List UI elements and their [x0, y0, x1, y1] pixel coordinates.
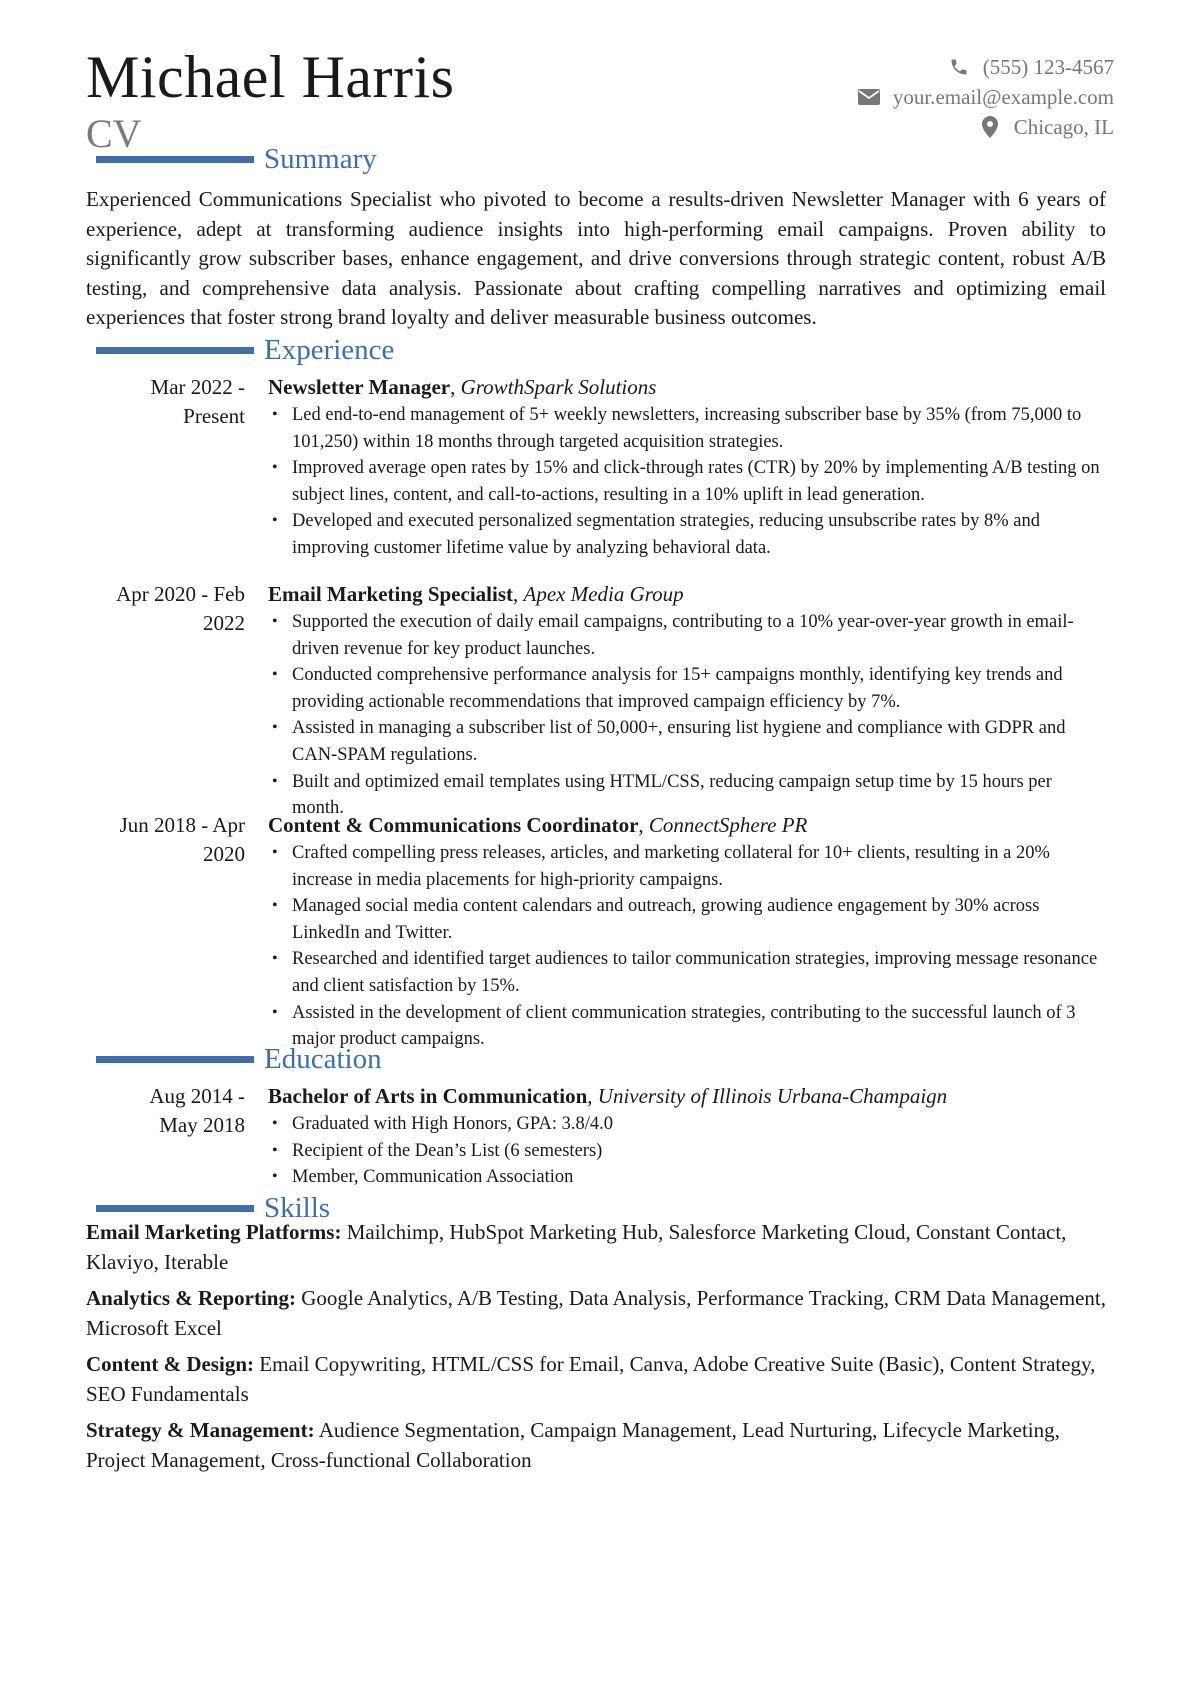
- date-start: Mar 2022 -: [150, 375, 245, 399]
- achievement-list: [268, 609, 1108, 822]
- date-end: 2022: [203, 611, 245, 635]
- entry-date: [85, 580, 245, 638]
- entry-heading: Content & Communications Coordinator, ConnectSphere PR: [268, 813, 808, 837]
- envelope-icon: [857, 89, 881, 105]
- date-start: Apr 2020 - Feb: [116, 582, 245, 606]
- list-item: • Recipient of the Dean’s List (6 semesters): [268, 1138, 1108, 1165]
- entry-body: [268, 1082, 1108, 1191]
- date-end: Present: [183, 404, 245, 428]
- document-subtitle: CV: [86, 111, 142, 156]
- list-item: • Developed and executed personalized segmentation strategies, reducing unsubscribe rates by 8% and improving customer lifetime value by analyzing behavioral data.: [268, 508, 1108, 561]
- list-item: • Supported the execution of daily email campaigns, contributing to a 10% year-over-year growth in email-driven revenue for key product launches.: [268, 609, 1108, 662]
- skill-group-items: Audience Segmentation, Campaign Management, Lead Nurturing, Lifecycle Marketing, Project Management, Cross-functional Collaboration: [86, 1418, 1060, 1472]
- entry-date: [85, 1082, 245, 1140]
- skill-group-label: Analytics & Reporting:: [86, 1286, 296, 1310]
- section-accent-bar: [96, 347, 254, 354]
- email-text[interactable]: your.email@example.com: [892, 84, 1114, 109]
- skill-group: [86, 1416, 1116, 1475]
- date-start: Jun 2018 - Apr: [119, 813, 245, 837]
- section-title: Skills: [264, 1192, 331, 1224]
- map-pin-icon: [978, 116, 1002, 138]
- contact-email: [857, 82, 1114, 112]
- phone-icon: [947, 57, 971, 77]
- skill-group-items: Email Copywriting, HTML/CSS for Email, Canva, Adobe Creative Suite (Basic), Content Strategy, SEO Fundamentals: [86, 1352, 1096, 1406]
- skill-group-label: Email Marketing Platforms:: [86, 1220, 342, 1244]
- section-accent-bar: [96, 1205, 254, 1212]
- list-item: • Managed social media content calendars and outreach, growing audience engagement by 30% across LinkedIn and Twitter.: [268, 893, 1108, 946]
- section-accent-bar: [96, 1056, 254, 1063]
- date-end: 2020: [203, 842, 245, 866]
- skill-group-label: Content & Design:: [86, 1352, 254, 1376]
- skill-group-label: Strategy & Management:: [86, 1418, 315, 1442]
- degree: Bachelor of Arts in Communication: [268, 1084, 588, 1108]
- entry-body: [268, 373, 1108, 562]
- achievement-list: [268, 402, 1108, 562]
- list-item: • Researched and identified target audiences to tailor communication strategies, improving message resonance and client satisfaction by 15%.: [268, 946, 1108, 999]
- entry-heading: Bachelor of Arts in Communication, University of Illinois Urbana-Champaign: [268, 1084, 948, 1108]
- section-title: Education: [264, 1043, 382, 1075]
- list-item: • Built and optimized email templates using HTML/CSS, reducing campaign setup time by 15 hours per month.: [268, 769, 1108, 822]
- list-item: • Graduated with High Honors, GPA: 3.8/4.0: [268, 1111, 1108, 1138]
- entry-body: [268, 811, 1108, 1053]
- contact-block: [857, 52, 1114, 142]
- skill-group: [86, 1218, 1116, 1277]
- entry-heading: Newsletter Manager, GrowthSpark Solutions: [268, 375, 657, 399]
- employer: ConnectSphere PR: [648, 813, 808, 837]
- employer: GrowthSpark Solutions: [460, 375, 657, 399]
- contact-phone: [857, 52, 1114, 82]
- section-heading-summary: [96, 142, 377, 176]
- list-item: • Assisted in managing a subscriber list of 50,000+, ensuring list hygiene and compliance with GDPR and CAN-SPAM regulations.: [268, 715, 1108, 768]
- employer: Apex Media Group: [523, 582, 684, 606]
- job-title: Email Marketing Specialist: [268, 582, 513, 606]
- entry-body: [268, 580, 1108, 822]
- achievement-list: [268, 840, 1108, 1053]
- skill-group-items: Google Analytics, A/B Testing, Data Analysis, Performance Tracking, CRM Data Management, Microsoft Excel: [86, 1286, 1107, 1340]
- section-accent-bar: [96, 156, 254, 163]
- list-item: • Member, Communication Association: [268, 1164, 1108, 1191]
- job-title: Content & Communications Coordinator: [268, 813, 639, 837]
- date-end: May 2018: [159, 1113, 245, 1137]
- location-text: Chicago, IL: [1013, 114, 1114, 139]
- contact-location: [857, 112, 1114, 142]
- entry-date: [85, 811, 245, 869]
- summary-paragraph: Experienced Communications Specialist who pivoted to become a results-driven Newsletter Manager with 6 years of experience, adept at transforming audience insights into high-performing email campaigns. Proven ability to significantly grow subscriber bases, enhance engagement, and drive conversions through strategic content, robust A/B testing, and comprehensive data analysis. Passionate about crafting compelling narratives and optimizing email experiences that foster strong brand loyalty and deliver measurable business outcomes.: [86, 187, 1106, 330]
- section-title: Experience: [264, 334, 395, 366]
- entry-date: [85, 373, 245, 431]
- skill-group: [86, 1350, 1116, 1409]
- list-item: • Crafted compelling press releases, articles, and marketing collateral for 10+ clients, resulting in a 20% increase in media placements for high-priority campaigns.: [268, 840, 1108, 893]
- job-title: Newsletter Manager: [268, 375, 451, 399]
- date-start: Aug 2014 -: [149, 1084, 245, 1108]
- school: University of Illinois Urbana-Champaign: [597, 1084, 948, 1108]
- section-title: Summary: [264, 143, 377, 175]
- section-heading-experience: [96, 333, 394, 367]
- list-item: • Conducted comprehensive performance analysis for 15+ campaigns monthly, identifying key trends and providing actionable recommendations that improved campaign efficiency by 7%.: [268, 662, 1108, 715]
- list-item: • Assisted in the development of client communication strategies, contributing to the successful launch of 3 major product campaigns.: [268, 1000, 1108, 1053]
- skill-group: [86, 1284, 1116, 1343]
- list-item: • Improved average open rates by 15% and click-through rates (CTR) by 20% by implementing A/B testing on subject lines, content, and call-to-actions, resulting in a 10% uplift in lead generation.: [268, 455, 1108, 508]
- education-details-list: [268, 1111, 1108, 1191]
- phone-text: (555) 123-4567: [982, 54, 1114, 79]
- entry-heading: Email Marketing Specialist, Apex Media Group: [268, 582, 684, 606]
- candidate-name: Michael Harris: [86, 44, 455, 110]
- list-item: • Led end-to-end management of 5+ weekly newsletters, increasing subscriber base by 35% (from 75,000 to 101,250) within 18 months through targeted acquisition strategies.: [268, 402, 1108, 455]
- skill-group-items: Mailchimp, HubSpot Marketing Hub, Salesforce Marketing Cloud, Constant Contact, Klaviyo, Iterable: [86, 1220, 1067, 1274]
- section-heading-education: [96, 1042, 382, 1076]
